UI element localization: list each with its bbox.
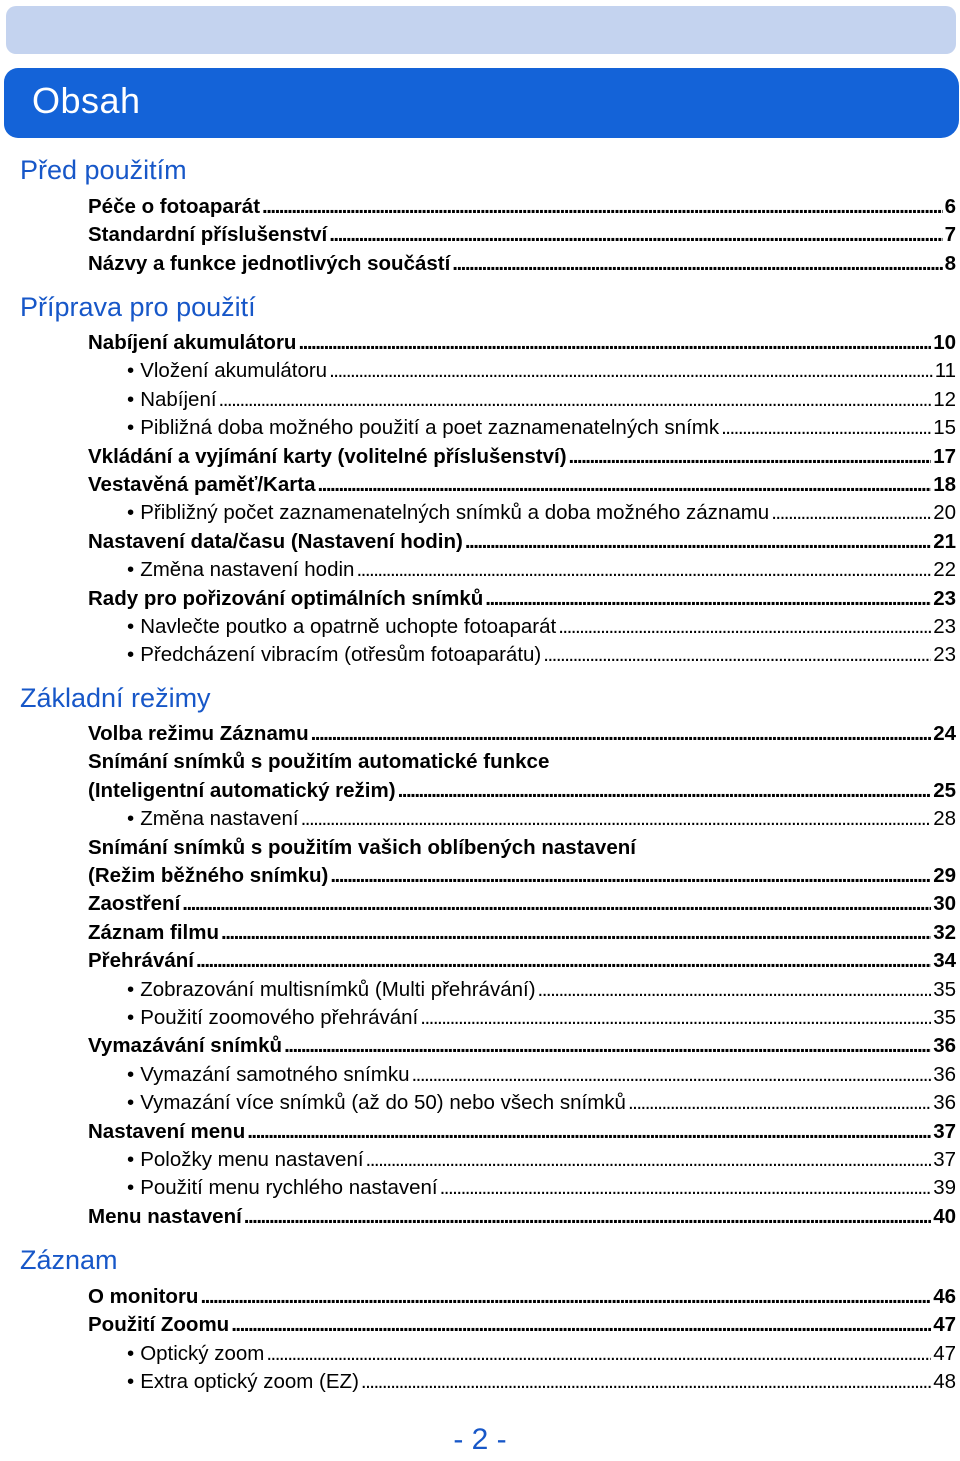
- toc-entry-label: Optický zoom: [140, 1341, 265, 1365]
- dot-leader: [329, 359, 933, 383]
- toc-entry-label: Nabíjení akumulátoru: [88, 331, 297, 354]
- toc-entry-label: (Režim běžného snímku): [88, 864, 329, 887]
- toc-entry-page: 32: [933, 920, 956, 944]
- toc-entry[interactable]: [88, 331, 956, 359]
- toc-entry-label: Standardní příslušenství: [88, 223, 328, 247]
- bullet-icon: •: [127, 1148, 135, 1171]
- dot-leader: [231, 1313, 931, 1337]
- toc-entry-page: 37: [933, 1119, 956, 1143]
- toc-entry-page: 40: [933, 1204, 956, 1228]
- toc-entry[interactable]: [88, 864, 956, 892]
- toc-entry-label: Záznam filmu: [88, 920, 219, 944]
- bullet-icon: •: [127, 1091, 135, 1115]
- toc-entry[interactable]: [88, 1034, 956, 1062]
- toc-entry-label: Vestavěná paměť/Karta: [88, 473, 316, 496]
- section-heading: Základní režimy: [20, 683, 211, 713]
- toc-subentry[interactable]: [127, 643, 956, 671]
- toc-entry-label: Vymazání více snímků (až do 50) nebo všech snímků: [140, 1091, 626, 1115]
- toc-entry-page: 11: [934, 359, 956, 383]
- toc-entry-page: 37: [933, 1148, 956, 1171]
- title-banner: [4, 68, 959, 138]
- toc-entry[interactable]: [88, 587, 956, 615]
- dot-leader: [628, 1091, 931, 1115]
- toc-subentry[interactable]: [127, 359, 956, 387]
- toc-entry-label: Zobrazování multisnímků (Multi přehrávání): [140, 977, 536, 1001]
- dot-leader: [262, 195, 943, 219]
- toc-entry-page: 12: [933, 387, 956, 411]
- dot-leader: [485, 587, 931, 611]
- toc-entry-label: Navlečte poutko a opatrně uchopte fotoaparát: [140, 615, 557, 638]
- toc-entry-label: Názvy a funkce jednotlivých součástí: [88, 251, 451, 275]
- toc-entry-label: Změna nastavení hodin: [140, 558, 355, 582]
- toc-subentry[interactable]: [127, 1006, 956, 1034]
- toc-entry-page: 23: [933, 586, 956, 610]
- toc-subentry[interactable]: [127, 1370, 956, 1398]
- bullet-icon: •: [127, 1176, 135, 1200]
- top-decorative-bar: [6, 6, 956, 54]
- toc-entry-label: Zaostření: [88, 892, 181, 916]
- dot-leader: [244, 1205, 931, 1229]
- toc-entry-label: Vymazávání snímků: [88, 1034, 283, 1058]
- toc-entry-page: 23: [933, 615, 956, 638]
- dot-leader: [398, 779, 932, 803]
- toc-subentry[interactable]: [127, 1176, 956, 1204]
- toc-entry[interactable]: [88, 1285, 956, 1313]
- toc-entry-label: Vložení akumulátoru: [140, 359, 328, 383]
- dot-leader: [538, 978, 932, 1002]
- toc-entry-page: 6: [944, 195, 956, 218]
- dot-leader: [420, 1006, 931, 1030]
- toc-entry-page: 46: [933, 1285, 956, 1308]
- bullet-icon: •: [127, 416, 135, 440]
- toc-subentry[interactable]: [127, 978, 956, 1006]
- toc-entry-label: Položky menu nastavení: [140, 1148, 364, 1171]
- toc-entry-page: 36: [933, 1034, 956, 1058]
- toc-entry-page: 21: [933, 529, 956, 553]
- toc-entry-label: Rady pro pořizování optimálních snímků: [88, 586, 484, 610]
- bullet-icon: •: [127, 807, 135, 831]
- toc-entry-page: 24: [933, 722, 956, 745]
- toc-entry[interactable]: [88, 473, 956, 501]
- toc-entry-page: 10: [933, 331, 956, 354]
- dot-leader: [361, 1370, 931, 1394]
- bullet-icon: •: [127, 977, 135, 1001]
- toc-entry-label: Vymazání samotného snímku: [140, 1062, 410, 1086]
- bullet-icon: •: [127, 558, 135, 582]
- toc-entry[interactable]: [88, 252, 956, 280]
- toc-entry-page: 35: [933, 977, 956, 1001]
- dot-leader: [440, 1176, 932, 1200]
- toc-entry[interactable]: [88, 722, 956, 750]
- toc-entry[interactable]: [88, 949, 956, 977]
- toc-entry-page: 17: [933, 444, 956, 468]
- toc-entry[interactable]: [88, 195, 956, 223]
- dot-leader: [543, 643, 931, 667]
- dot-leader: [298, 331, 931, 355]
- toc-entry-page: 34: [933, 949, 956, 973]
- toc-entry-page: 36: [933, 1062, 956, 1086]
- toc-entry[interactable]: [88, 530, 956, 558]
- toc-entry[interactable]: [88, 1313, 956, 1341]
- dot-leader: [329, 223, 942, 247]
- toc-entry-label: Péče o fotoaparát: [88, 195, 261, 218]
- toc-entry-label: O monitoru: [88, 1285, 199, 1308]
- toc-subentry[interactable]: [127, 1148, 956, 1176]
- section-heading: Záznam: [20, 1245, 118, 1275]
- toc-subentry[interactable]: [127, 1091, 956, 1119]
- toc-entry-label: Vkládání a vyjímání karty (volitelné příslušenství): [88, 444, 567, 468]
- toc-subentry[interactable]: [127, 1063, 956, 1091]
- dot-leader: [301, 807, 932, 831]
- toc-entry-label: Předcházení vibracím (otřesům fotoaparátu): [140, 643, 542, 667]
- toc-entry[interactable]: [88, 223, 956, 251]
- toc-subentry[interactable]: [127, 615, 956, 643]
- toc-entry-page: 35: [933, 1006, 956, 1029]
- toc-entry-label: Pibližná doba možného použití a poet zaznamenatelných snímk: [140, 416, 720, 440]
- toc-entry-page: 25: [933, 778, 956, 802]
- toc-entry-label: Nabíjení: [140, 387, 217, 411]
- toc-entry-label: Volba režimu Záznamu: [88, 722, 309, 745]
- dot-leader: [721, 416, 931, 440]
- dot-leader: [182, 892, 931, 916]
- dot-leader: [266, 1342, 931, 1366]
- bullet-icon: •: [127, 1006, 135, 1029]
- toc-entry[interactable]: [88, 921, 956, 949]
- bullet-icon: •: [127, 643, 135, 667]
- toc-entry-label: Menu nastavení: [88, 1204, 242, 1228]
- toc-entry[interactable]: Snímání snímků s použitím automatické funkce: [88, 750, 550, 774]
- toc-subentry[interactable]: [127, 807, 956, 835]
- dot-leader: [411, 1063, 931, 1087]
- toc-entry-page: 23: [933, 643, 956, 667]
- toc-subentry[interactable]: [127, 558, 956, 586]
- toc-entry-page: 7: [944, 223, 956, 247]
- toc-entry-page: 28: [933, 807, 956, 831]
- dot-leader: [366, 1148, 932, 1172]
- dot-leader: [284, 1034, 931, 1058]
- dot-leader: [330, 864, 931, 888]
- bullet-icon: •: [127, 501, 135, 525]
- dot-leader: [219, 388, 932, 412]
- toc-entry-label: Přibližný počet zaznamenatelných snímků a doba možného záznamu: [140, 501, 770, 525]
- bullet-icon: •: [127, 1062, 135, 1086]
- dot-leader: [558, 615, 931, 639]
- toc-entry-page: 30: [933, 892, 956, 916]
- toc-subentry[interactable]: [127, 501, 956, 529]
- toc-entry-page: 48: [933, 1370, 956, 1394]
- section-heading: Příprava pro použití: [20, 292, 256, 322]
- toc-entry-page: 36: [933, 1091, 956, 1115]
- toc-subentry[interactable]: [127, 1342, 956, 1370]
- toc-entry-page: 47: [933, 1313, 956, 1337]
- bullet-icon: •: [127, 1370, 135, 1394]
- page-number: - 2 -: [453, 1423, 507, 1456]
- dot-leader: [452, 252, 942, 276]
- toc-entry[interactable]: [88, 779, 956, 807]
- toc-entry-label: Použití Zoomu: [88, 1313, 230, 1337]
- bullet-icon: •: [127, 359, 135, 383]
- toc-entry-page: 29: [933, 864, 956, 887]
- toc-subentry[interactable]: [127, 416, 956, 444]
- dot-leader: [200, 1285, 931, 1309]
- toc-entry-label: Extra optický zoom (EZ): [140, 1370, 359, 1394]
- toc-entry-label: Přehrávání: [88, 949, 194, 973]
- dot-leader: [465, 530, 931, 554]
- page-title: Obsah: [32, 80, 141, 121]
- dot-leader: [196, 949, 931, 973]
- toc-entry[interactable]: Snímání snímků s použitím vašich oblíbených nastavení: [88, 835, 636, 859]
- toc-entry[interactable]: [88, 1205, 956, 1233]
- toc-entry-page: 18: [933, 473, 956, 496]
- dot-leader: [247, 1120, 931, 1144]
- toc-entry-page: 15: [933, 416, 956, 440]
- toc-entry-page: 22: [933, 558, 956, 582]
- toc-entry[interactable]: [88, 1120, 956, 1148]
- toc-entry-page: 39: [933, 1176, 956, 1200]
- toc-entry-label: Použití menu rychlého nastavení: [140, 1176, 438, 1200]
- toc-entry-label: Změna nastavení: [140, 807, 299, 831]
- dot-leader: [317, 473, 931, 497]
- bullet-icon: •: [127, 615, 135, 638]
- toc-entry-label: Použití zoomového přehrávání: [140, 1006, 419, 1029]
- dot-leader: [771, 501, 931, 525]
- toc-entry-label: (Inteligentní automatický režim): [88, 778, 396, 802]
- toc-entry-label: Nastavení data/času (Nastavení hodin): [88, 529, 463, 553]
- toc-subentry[interactable]: [127, 388, 956, 416]
- bullet-icon: •: [127, 387, 135, 411]
- toc-entry-page: 47: [933, 1341, 956, 1365]
- bullet-icon: •: [127, 1341, 135, 1365]
- dot-leader: [221, 921, 931, 945]
- dot-leader: [356, 558, 931, 582]
- section-heading: Před použitím: [20, 155, 187, 185]
- dot-leader: [569, 445, 932, 469]
- toc-entry[interactable]: [88, 892, 956, 920]
- toc-entry-page: 8: [944, 251, 956, 275]
- toc-entry[interactable]: [88, 445, 956, 473]
- toc-entry-page: 20: [933, 501, 956, 525]
- dot-leader: [311, 722, 932, 746]
- toc-entry-label: Nastavení menu: [88, 1119, 246, 1143]
